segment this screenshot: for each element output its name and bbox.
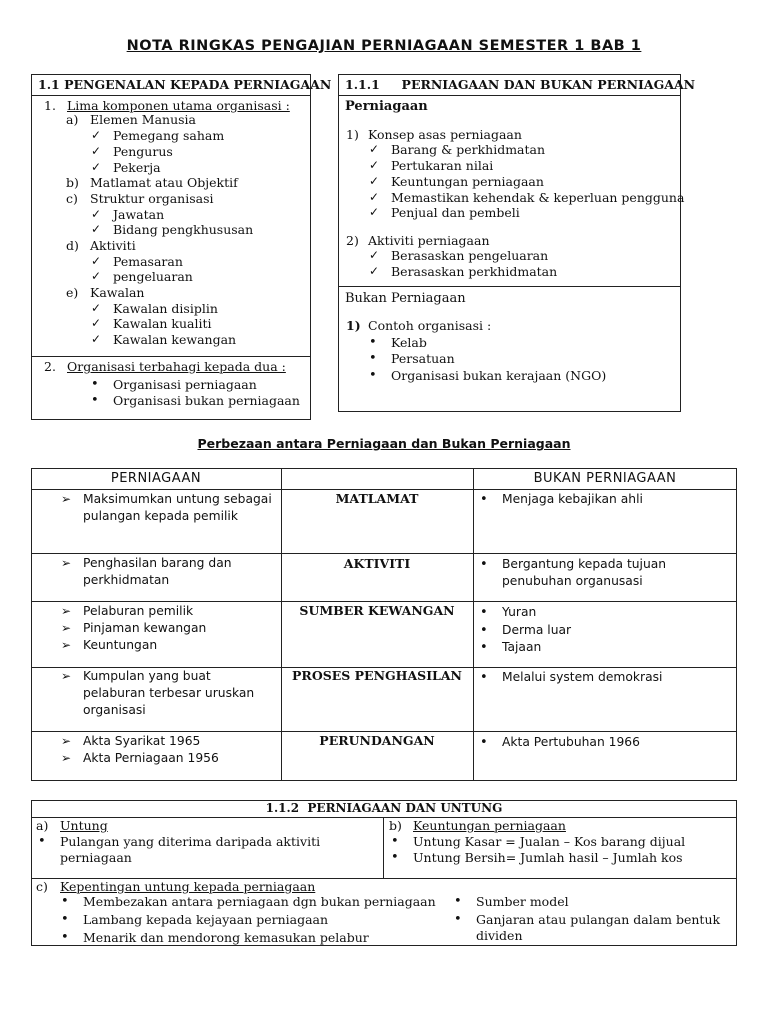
perniagaan-cell: ➢ Kumpulan yang buat pelaburan terbesar uruskan organisasi <box>83 668 275 719</box>
concept-item: ✓ Barang & perkhidmatan <box>391 142 545 158</box>
item1-label: Lima komponen utama organisasi : <box>67 98 290 113</box>
untung-item: • Pulangan yang diterima daripada aktiviti perniagaan <box>60 834 330 865</box>
component-sub-item: ✓ Pengurus <box>113 144 173 160</box>
perniagaan-cell: ➢ Akta Perniagaan 1956 <box>83 750 219 767</box>
concept-item: ✓ Pertukaran nilai <box>391 158 493 174</box>
activity-item: ✓ Berasaskan pengeluaran <box>391 248 548 264</box>
component-label: Matlamat atau Objektif <box>90 175 238 190</box>
bukan-perniagaan-cell: • Menjaga kebajikan ahli <box>502 491 727 508</box>
intro-header: 1.1 PENGENALAN KEPADA PERNIAGAAN <box>38 77 332 92</box>
example-item: • Kelab <box>391 335 427 351</box>
perniagaan-cell: ➢ Keuntungan <box>83 637 157 654</box>
concept-item: ✓ Penjual dan pembeli <box>391 205 520 221</box>
criteria-cell: PROSES PENGHASILAN <box>292 668 462 683</box>
comparison-title: Perbezaan antara Perniagaan dan Bukan Perniagaan <box>197 436 571 451</box>
bukan-perniagaan-cell: • Melalui system demokrasi <box>502 669 662 686</box>
business-header: 1.1.1 PERNIAGAAN DAN BUKAN PERNIAGAAN <box>345 77 696 92</box>
page-title: NOTA RINGKAS PENGAJIAN PERNIAGAAN SEMESTER 1 BAB 1 <box>126 38 642 54</box>
perniagaan-cell: ➢ Akta Syarikat 1965 <box>83 733 200 750</box>
component-sub-item: ✓ pengeluaran <box>113 269 193 285</box>
component-label: Struktur organisasi <box>90 191 214 206</box>
kepentingan-item: • Menarik dan mendorong kemasukan pelabur <box>83 930 369 946</box>
org-type-item: • Organisasi bukan perniagaan <box>113 393 300 409</box>
kepentingan-item: • Ganjaran atau pulangan dalam bentuk dividen <box>476 912 721 943</box>
component-label: Elemen Manusia <box>90 112 197 127</box>
perniagaan-cell: ➢ Pinjaman kewangan <box>83 620 206 637</box>
concept-number: 1) <box>346 127 359 142</box>
bukan-perniagaan-cell: • Yuran <box>502 604 536 621</box>
bukan-perniagaan-cell: • Derma luar <box>502 622 571 639</box>
component-letter: a) <box>66 112 79 127</box>
perniagaan-title: Perniagaan <box>345 99 428 114</box>
bukan-perniagaan-cell: • Akta Pertubuhan 1966 <box>502 734 640 751</box>
activity-number: 2) <box>346 233 359 248</box>
kepentingan-label: Kepentingan untung kepada perniagaan <box>60 879 316 894</box>
kepentingan-item: • Sumber model <box>476 894 569 910</box>
component-label: Aktiviti <box>90 238 136 253</box>
component-sub-item: ✓ Pekerja <box>113 160 161 176</box>
profit-header: 1.1.2 PERNIAGAAN DAN UNTUNG <box>265 801 503 815</box>
example-item: • Persatuan <box>391 351 455 367</box>
component-letter: e) <box>66 285 79 300</box>
bukan-perniagaan-cell: • Bergantung kepada tujuan penubuhan organusasi <box>502 556 722 590</box>
component-sub-item: ✓ Kawalan disiplin <box>113 301 218 317</box>
column-header-bukan-perniagaan: BUKAN PERNIAGAAN <box>533 471 677 486</box>
item2-label: Organisasi terbahagi kepada dua : <box>67 359 286 374</box>
component-sub-item: ✓ Kawalan kualiti <box>113 316 212 332</box>
component-letter: c) <box>66 191 78 206</box>
concept-item: ✓ Memastikan kehendak & keperluan pengguna <box>391 190 684 206</box>
criteria-cell: SUMBER KEWANGAN <box>299 603 455 618</box>
activity-item: ✓ Berasaskan perkhidmatan <box>391 264 557 280</box>
component-sub-item: ✓ Kawalan kewangan <box>113 332 236 348</box>
activity-label: Aktiviti perniagaan <box>368 233 490 248</box>
org-type-item: • Organisasi perniagaan <box>113 377 257 393</box>
component-label: Kawalan <box>90 285 145 300</box>
keuntungan-item: • Untung Bersih= Jumlah hasil – Jumlah kos <box>413 850 683 866</box>
component-letter: d) <box>66 238 79 253</box>
component-sub-item: ✓ Pemasaran <box>113 254 183 270</box>
component-sub-item: ✓ Jawatan <box>113 207 164 223</box>
kepentingan-letter: c) <box>36 879 48 894</box>
perniagaan-cell: ➢ Penghasilan barang dan perkhidmatan <box>83 555 273 589</box>
example-number: 1) <box>346 318 361 333</box>
untung-letter: a) <box>36 818 49 833</box>
kepentingan-item: • Lambang kepada kejayaan perniagaan <box>83 912 328 928</box>
untung-label: Untung <box>60 818 108 833</box>
component-sub-item: ✓ Pemegang saham <box>113 128 224 144</box>
column-header-perniagaan: PERNIAGAAN <box>110 471 202 486</box>
perniagaan-cell: ➢ Maksimumkan untung sebagai pulangan kepada pemilik <box>83 491 273 525</box>
keuntungan-label: Keuntungan perniagaan <box>413 818 566 833</box>
example-item: • Organisasi bukan kerajaan (NGO) <box>391 368 606 384</box>
example-label: Contoh organisasi : <box>368 318 492 333</box>
bukan-title: Bukan Perniagaan <box>345 291 466 306</box>
item1-number: 1. <box>44 98 56 113</box>
perniagaan-cell: ➢ Pelaburan pemilik <box>83 603 193 620</box>
keuntungan-letter: b) <box>389 818 402 833</box>
criteria-cell: PERUNDANGAN <box>319 733 435 748</box>
kepentingan-item: • Membezakan antara perniagaan dgn bukan perniagaan <box>83 894 436 910</box>
keuntungan-item: • Untung Kasar = Jualan – Kos barang dijual <box>413 834 685 850</box>
concept-item: ✓ Keuntungan perniagaan <box>391 174 544 190</box>
item2-number: 2. <box>44 359 56 374</box>
component-letter: b) <box>66 175 79 190</box>
criteria-cell: MATLAMAT <box>335 491 419 506</box>
criteria-cell: AKTIVITI <box>343 556 411 571</box>
component-sub-item: ✓ Bidang pengkhususan <box>113 222 253 238</box>
concept-label: Konsep asas perniagaan <box>368 127 522 142</box>
bukan-perniagaan-cell: • Tajaan <box>502 639 541 656</box>
